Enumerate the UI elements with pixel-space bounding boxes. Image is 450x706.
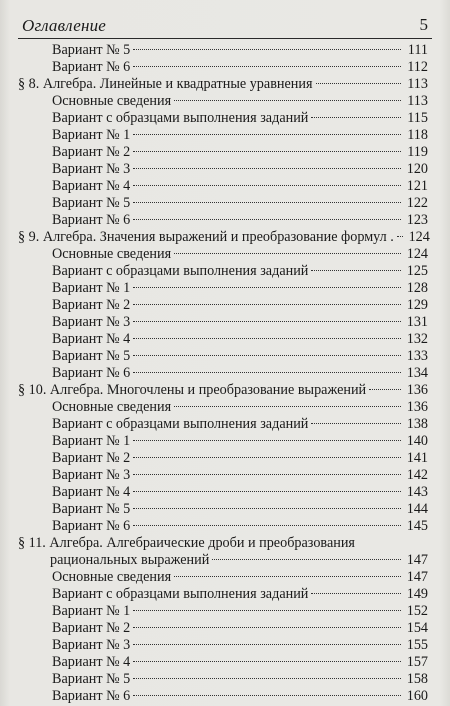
toc-entry [18,59,428,76]
toc-page-number: 152 [406,603,428,619]
dot-leader [311,117,401,118]
toc-entry-title: Вариант № 3 [52,637,131,653]
dot-leader [311,593,401,594]
toc-entry-title: Вариант № 6 [52,688,131,704]
toc-entry [18,467,428,484]
toc-entry-title: Вариант № 6 [52,518,131,534]
toc-entry [18,586,428,603]
toc-page-number: 144 [406,501,428,517]
toc-entry-title: § 11. Алгебра. Алгебраические дроби и преобразования [18,535,355,551]
toc-entry [18,161,428,178]
toc-entry [18,620,428,637]
dot-leader [133,508,401,509]
toc-page-number: 149 [406,586,428,602]
dot-leader [369,389,401,390]
toc-entry [18,42,428,59]
toc-entry-title: Вариант № 3 [52,314,131,330]
toc-entry [18,178,428,195]
dot-leader [133,372,401,373]
dot-leader [133,661,401,662]
dot-leader [133,287,401,288]
toc-page-number: 113 [407,76,428,92]
dot-leader [133,355,401,356]
dot-leader [133,644,401,645]
toc-page-number: 140 [406,433,428,449]
toc-page-number: 143 [406,484,428,500]
toc-page-number: 125 [406,263,428,279]
toc-entry [18,195,428,212]
toc-page-number: 111 [407,42,428,58]
dot-leader [133,525,401,526]
dot-leader [316,83,402,84]
toc-page-number: 124 [408,229,430,245]
toc-entry-title: Вариант № 2 [52,144,131,160]
toc-page-number: 138 [406,416,428,432]
toc-entry [18,637,428,654]
toc-page-number: 147 [406,552,428,568]
table-of-contents [18,42,428,705]
toc-entry [18,297,428,314]
toc-entry [18,501,428,518]
header-page-number: 5 [419,15,428,34]
toc-entry-title: рациональных выражений [50,552,210,568]
toc-page-number: 131 [406,314,428,330]
toc-entry [18,212,428,229]
toc-section-continuation [18,552,428,569]
dot-leader [174,253,401,254]
dot-leader [133,49,401,50]
toc-entry [18,93,428,110]
dot-leader [133,491,401,492]
dot-leader [311,270,401,271]
toc-page-number: 136 [406,382,428,398]
toc-page-number: 115 [407,110,428,126]
toc-entry [18,127,428,144]
toc-entry [18,450,428,467]
toc-entry-title: Вариант с образцами выполнения заданий [52,263,309,279]
dot-leader [133,219,401,220]
header-divider [18,38,432,39]
toc-entry [18,518,428,535]
toc-entry-title: Вариант № 5 [52,42,131,58]
toc-entry [18,280,428,297]
toc-entry-title: Вариант № 4 [52,331,131,347]
dot-leader [133,151,401,152]
dot-leader [133,678,401,679]
toc-entry [18,654,428,671]
toc-section-heading [18,229,428,246]
toc-page-number: 112 [407,59,428,75]
toc-entry-title: Вариант с образцами выполнения заданий [52,110,309,126]
toc-page-number: 122 [406,195,428,211]
toc-entry-title: Вариант № 4 [52,484,131,500]
toc-entry [18,688,428,705]
toc-page-number: 123 [406,212,428,228]
dot-leader [133,202,401,203]
toc-entry-title: Вариант № 2 [52,620,131,636]
toc-entry-title: Основные сведения [52,93,172,109]
toc-entry-title: § 10. Алгебра. Многочлены и преобразование выражений [18,382,367,398]
dot-leader [133,440,401,441]
toc-entry [18,331,428,348]
dot-leader [311,423,401,424]
dot-leader [174,406,401,407]
dot-leader [133,627,401,628]
toc-entry-title: Вариант № 1 [52,603,131,619]
dot-leader [133,457,401,458]
dot-leader [174,100,401,101]
toc-entry [18,144,428,161]
toc-entry-title: Вариант № 6 [52,212,131,228]
toc-page-number: 124 [406,246,428,262]
toc-section-heading [18,535,428,552]
toc-page-number: 132 [406,331,428,347]
toc-page-number: 154 [406,620,428,636]
toc-entry-title: Вариант № 6 [52,365,131,381]
toc-entry [18,399,428,416]
toc-entry-title: Вариант № 5 [52,195,131,211]
toc-page-number: 155 [406,637,428,653]
toc-page-number: 120 [406,161,428,177]
toc-section-heading [18,76,428,93]
toc-entry-title: Вариант № 3 [52,161,131,177]
toc-entry-title: Вариант № 2 [52,450,131,466]
toc-entry-title: Вариант № 2 [52,297,131,313]
toc-page-number: 160 [406,688,428,704]
toc-entry [18,603,428,620]
toc-entry-title: Вариант № 1 [52,433,131,449]
toc-page-number: 121 [406,178,428,194]
dot-leader [133,321,401,322]
dot-leader [133,695,401,696]
dot-leader [397,236,403,237]
running-header [22,14,428,38]
dot-leader [174,576,401,577]
dot-leader [133,66,401,67]
toc-entry-title: Вариант № 6 [52,59,131,75]
dot-leader [133,474,401,475]
dot-leader [212,559,401,560]
toc-entry [18,263,428,280]
toc-entry [18,416,428,433]
toc-entry-title: Основные сведения [52,246,172,262]
toc-entry-title: Вариант № 5 [52,671,131,687]
dot-leader [133,610,401,611]
toc-page-number: 119 [407,144,428,160]
toc-entry [18,110,428,127]
toc-page-number: 129 [406,297,428,313]
toc-entry-title: Вариант с образцами выполнения заданий [52,416,309,432]
toc-page-number: 158 [406,671,428,687]
toc-entry-title: Основные сведения [52,569,172,585]
toc-page-number: 134 [406,365,428,381]
toc-entry-title: Вариант № 4 [52,654,131,670]
toc-entry [18,365,428,382]
toc-entry-title: Вариант № 5 [52,348,131,364]
toc-entry [18,569,428,586]
dot-leader [133,304,401,305]
dot-leader [133,168,401,169]
toc-section-heading [18,382,428,399]
header-title: Оглавление [22,16,107,35]
toc-entry-title: § 8. Алгебра. Линейные и квадратные уравнения [18,76,313,92]
toc-entry [18,484,428,501]
dot-leader [133,338,401,339]
toc-entry-title: Вариант № 5 [52,501,131,517]
toc-entry-title: Вариант № 3 [52,467,131,483]
toc-page-number: 113 [407,93,428,109]
toc-entry [18,348,428,365]
toc-page-number: 128 [406,280,428,296]
toc-entry [18,433,428,450]
toc-entry [18,671,428,688]
toc-page-number: 147 [406,569,428,585]
toc-page-number: 157 [406,654,428,670]
dot-leader [133,134,401,135]
toc-page-number: 142 [406,467,428,483]
toc-entry [18,246,428,263]
toc-page-number: 141 [406,450,428,466]
toc-page-number: 145 [406,518,428,534]
toc-page-number: 133 [406,348,428,364]
toc-entry [18,314,428,331]
toc-entry-title: Вариант с образцами выполнения заданий [52,586,309,602]
toc-entry-title: Вариант № 4 [52,178,131,194]
toc-page-number: 118 [407,127,428,143]
toc-entry-title: Основные сведения [52,399,172,415]
toc-entry-title: Вариант № 1 [52,127,131,143]
toc-entry-title: § 9. Алгебра. Значения выражений и преобразование формул . [18,229,394,245]
toc-entry-title: Вариант № 1 [52,280,131,296]
dot-leader [133,185,401,186]
toc-page-number: 136 [406,399,428,415]
